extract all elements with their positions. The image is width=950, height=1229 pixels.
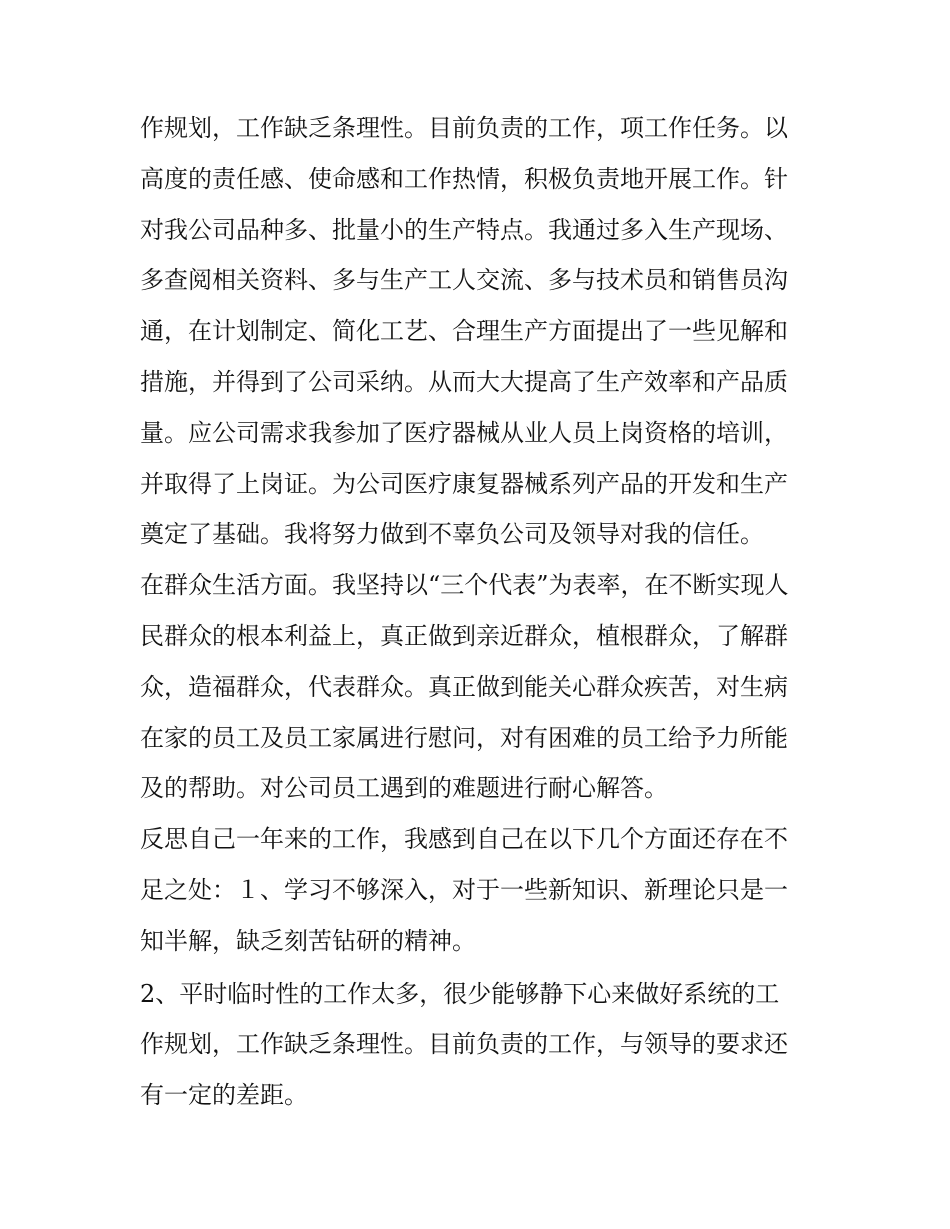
text-line: 有一定的差距。 [140,1081,308,1110]
text-line: 2、平时临时性的工作太多，很少能够静下心来做好系统的工 [140,979,780,1008]
text-line: 民群众的根本利益上，真正做到亲近群众，植根群众，了解群 [140,621,788,650]
text-line: 多查阅相关资料、多与生产工人交流、多与技术员和销售员沟 [140,266,788,295]
text-line: 高度的责任感、使命感和工作热情，积极负责地开展工作。针 [140,164,788,193]
text-line: 足之处：１、学习不够深入，对于一些新知识、新理论只是一 [140,875,788,904]
text-line: 众，造福群众，代表群众。真正做到能关心群众疾苦，对生病 [140,672,788,701]
text-line: 对我公司品种多、批量小的生产特点。我通过多入生产现场、 [140,215,788,244]
text-line: 反思自己一年来的工作，我感到自己在以下几个方面还存在不 [140,825,788,854]
text-line: 作规划，工作缺乏条理性。目前负责的工作，项工作任务。以 [140,114,788,142]
text-line: 及的帮助。对公司员工遇到的难题进行耐心解答。 [140,774,668,803]
text-line: 奠定了基础。我将努力做到不辜负公司及领导对我的信任。 [140,520,764,549]
text-line: 量。应公司需求我参加了医疗器械从业人员上岗资格的培训， [140,418,788,447]
text-line: 措施，并得到了公司采纳。从而大大提高了生产效率和产品质 [140,367,788,396]
text-line: 通，在计划制定、简化工艺、合理生产方面提出了一些见解和 [140,317,788,346]
text-line: 在家的员工及员工家属进行慰问，对有困难的员工给予力所能 [140,723,788,752]
text-line: 在群众生活方面。我坚持以“三个代表”为表率，在不断实现人 [140,571,789,600]
text-line: 作规划，工作缺乏条理性。目前负责的工作，与领导的要求还 [140,1030,788,1059]
text-line: 并取得了上岗证。为公司医疗康复器械系列产品的开发和生产 [140,469,788,498]
text-line: 知半解，缺乏刻苦钻研的精神。 [140,926,476,955]
body-text [140,103,820,1121]
